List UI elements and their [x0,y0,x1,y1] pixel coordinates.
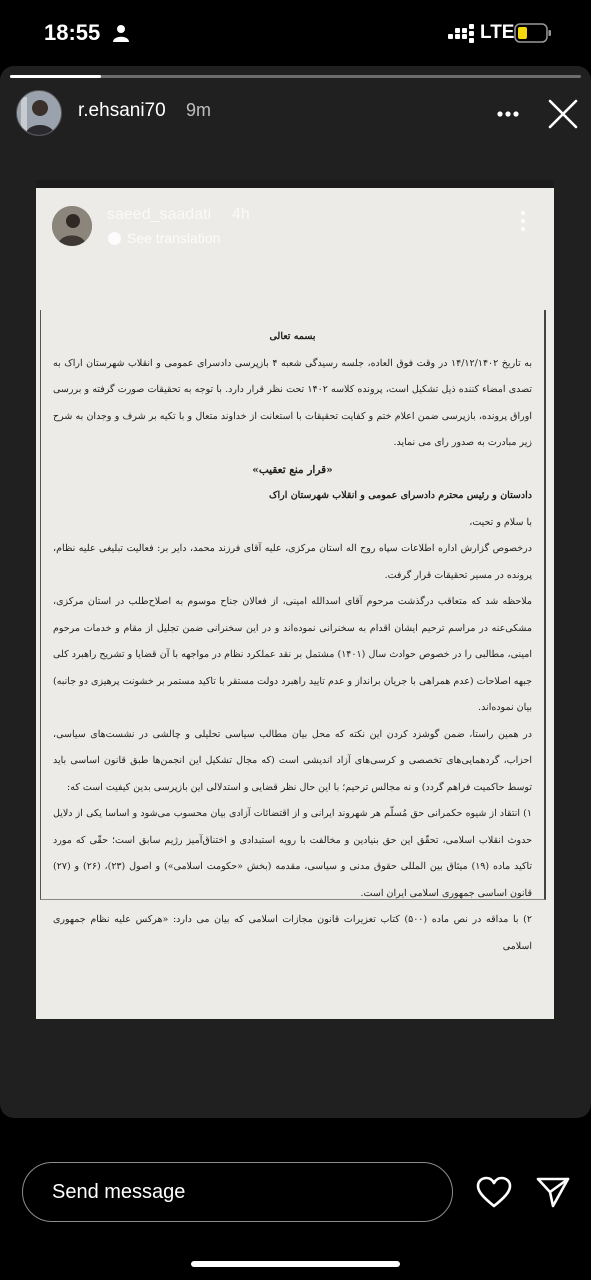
story-time: 9m [186,100,212,120]
more-icon[interactable] [496,110,520,118]
story-progress-bar [10,75,581,78]
status-time: 18:55 [44,20,101,45]
letter-paragraph-1: به تاریخ ۱۴/۱۲/۱۴۰۲ در وقت فوق العاده، جلسه رسیدگی شعبه ۴ بازپرسی دادسرای عمومی و انقلاب شهرستان اراک به تصدی امضاء کننده ذیل تشکیل است، پرونده کلاسه ۱۴۰۲ تحت نظر قرار دارد. با توجه به تحقیقات صورت گرفته و بررسی اوراق پرونده، بازپرسی ضمن اعلام ختم و کفایت تحقیقات با استعانت از خداوند متعال و با تکیه بر شرف و وجدان به شرح زیر مبادرت به صدور رای می نماید. [53,357,533,448]
inner-more-icon [520,210,526,232]
network-type: LTE [480,22,515,43]
inner-avatar [52,206,92,246]
letter-paragraph-6: ۲) با مداقه در نص ماده (۵۰۰) کتاب تعزیرات قانون مجازات اسلامی که بیان می دارد: «هرکس علیه نظام جمهوری اسلامی [53,914,533,952]
signal-icon [448,24,474,44]
close-icon[interactable] [547,98,579,130]
person-icon [113,24,129,42]
story-image [36,180,554,1019]
send-icon[interactable] [536,1175,570,1209]
heart-icon[interactable] [476,1176,512,1208]
inner-time: 4h [232,206,250,223]
scanned-letter [40,310,546,952]
letter-paragraph-2: درخصوص گزارش اداره اطلاعات سپاه روح اله استان مرکزی، علیه آقای فرزند محمد، دایر بر: فعالیت تبلیغی علیه نظام، پرونده در مسیر تحقیقات قرار گرفت. [53,543,532,581]
letter-title: «قرار منع تعقیب» [252,463,333,476]
translate-icon [108,232,121,245]
status-bar [0,0,591,66]
story-progress-fill [10,75,101,78]
see-translation-label: See translation [127,230,221,246]
avatar[interactable] [16,90,62,136]
inner-username: saeed_saadati [107,206,212,223]
story-username[interactable]: r.ehsani70 [78,100,166,121]
letter-addressee: دادستان و رئیس محترم دادسرای عمومی و انقلاب شهرستان اراک [269,490,532,501]
letter-paragraph-3: ملاحظه شد که متعاقب درگذشت مرحوم آقای اسدالله امینی، از فعالان جناح موسوم به اصلاح‌طلب در استان مرکزی، مشکی‌عنه در مراسم ترحیم ایشان اقدام به سخنرانی نموده‌اند و در این سخنرانی ضمن تجلیل از مقام و خدمات مرحوم امینی، مطالبی را در خصوص حوادث سال (۱۴۰۱) مشتمل بر نقد عملکرد نظام در مواجهه با آن قضایا و تشریح راهبرد کلی جبهه اصلاحات (عدم همراهی با جریان برانداز و عدم تایید راهبرد دولت مستقر با تاکید مستمر بر خشونت پرهیزی دو جانبه) بیان نموده‌اند. [53,596,532,713]
letter-paragraph-5: ۱) انتقاد از شیوه حکمرانی حق مُسلّم هر شهروند ایرانی و از اقتضائات آزادی بیان محسوب می‌شود و اساسا یکی از دلایل حدوث انقلاب اسلامی، تحقّق این حق بنیادین و مخالفت با رویه استبدادی و اختناق‌آمیز رژیم سابق است؛ حقّی که مورد تاکید ماده (۱۹) میثاق بین المللی حقوق مدنی و سیاسی، مقدمه (بخش «حکومت اسلامی») و اصول (۲۳)، (۲۶) و (۲۷) قانون اساسی جمهوری اسلامی ایران است. [53,808,533,899]
letter-greeting: با سلام و تحیت، [469,516,532,528]
image-top-edge [36,180,554,188]
letter-paragraph-4: در همین راستا، ضمن گوشزد کردن این نکته که محل بیان مطالب سیاسی تحلیلی و چالشی در نشست‌های سیاسی، احزاب، گردهمایی‌های تخصصی و کرسی‌های آزاد اندیشی است (که مجال تشکیل این انجمن‌ها طبق قانون اساسی باید توسط حاکمیت فراهم گردد) و نه مجالس ترحیم؛ با این حال نظر قضایی و استدلالی این بازپرسی بدین کیفیت است که: [53,728,532,793]
send-message-input[interactable] [22,1162,453,1222]
see-translation-link [108,230,220,246]
battery-icon [514,23,552,43]
letter-opening: بسمه تعالی [269,331,316,342]
story-header [0,84,591,142]
story-viewer[interactable] [0,66,591,1118]
home-indicator [191,1261,400,1267]
